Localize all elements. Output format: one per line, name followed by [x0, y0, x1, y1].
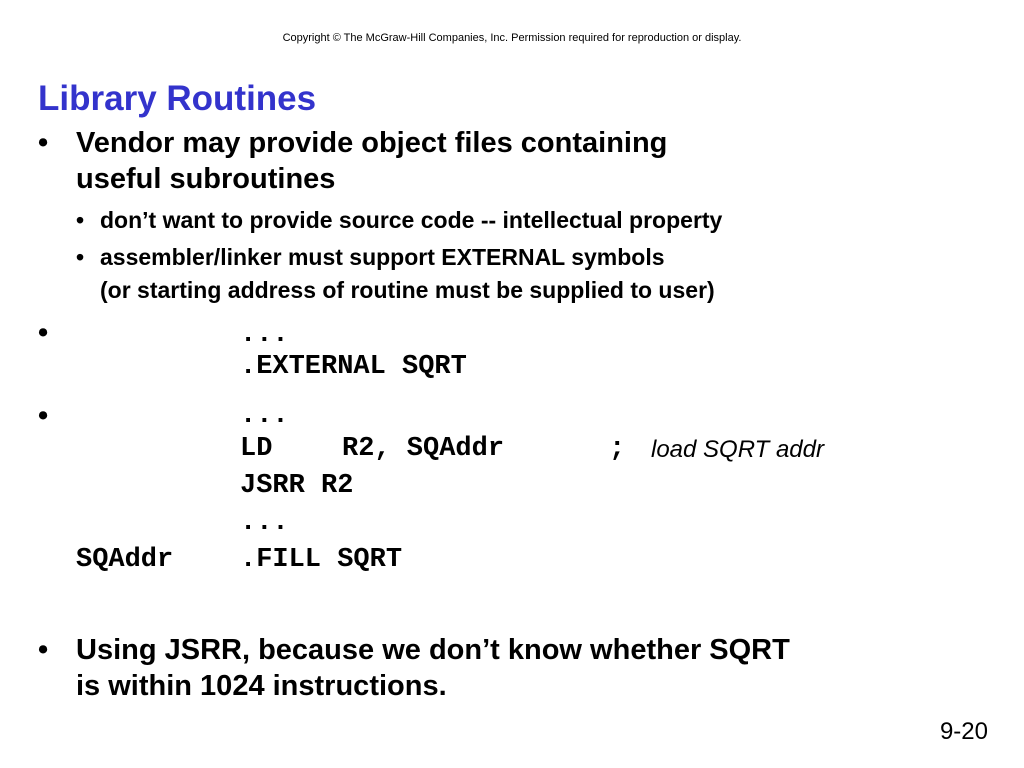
bullet-marker: • — [38, 127, 49, 159]
code-line: ... — [240, 508, 289, 538]
code-comment-delimiter: ; — [609, 434, 626, 464]
code-opcode: LD — [240, 434, 273, 464]
bullet-marker: • — [38, 317, 49, 349]
code-comment: load SQRT addr — [651, 436, 824, 463]
bullet-last-line-2: is within 1024 instructions. — [76, 670, 447, 702]
bullet-marker: • — [38, 400, 49, 432]
sub-bullet-2-line-2: (or starting address of routine must be supplied to user) — [100, 277, 715, 303]
copyright-notice: Copyright © The McGraw-Hill Companies, Inc. Permission required for reproduction or display. — [282, 32, 742, 44]
sub-bullet-marker: • — [76, 244, 85, 270]
code-label: SQAddr — [76, 545, 174, 575]
sub-bullet-2-text — [100, 241, 715, 307]
bullet-1-text — [76, 125, 667, 197]
code-line: ... — [240, 401, 289, 431]
sub-bullet-2-line-1: assembler/linker must support EXTERNAL symbols — [100, 244, 665, 270]
code-line: .EXTERNAL SQRT — [240, 352, 467, 382]
bullet-1-line-1: Vendor may provide object files containing — [76, 127, 668, 159]
sub-bullet-1-text: don’t want to provide source code -- intellectual property — [100, 207, 723, 233]
bullet-last-text — [76, 632, 790, 704]
code-directive: .FILL SQRT — [240, 545, 403, 575]
slide-title: Library Routines — [38, 79, 317, 118]
bullet-1-line-2: useful subroutines — [76, 163, 336, 195]
code-line: JSRR R2 — [240, 471, 354, 501]
bullet-last-line-1: Using JSRR, because we don’t know whether SQRT — [76, 634, 790, 666]
code-operands: R2, SQAddr — [342, 434, 505, 464]
bullet-marker: • — [38, 634, 49, 666]
sub-bullet-marker: • — [76, 207, 85, 233]
code-line: ... — [240, 320, 289, 350]
page-number: 9-20 — [939, 718, 988, 745]
